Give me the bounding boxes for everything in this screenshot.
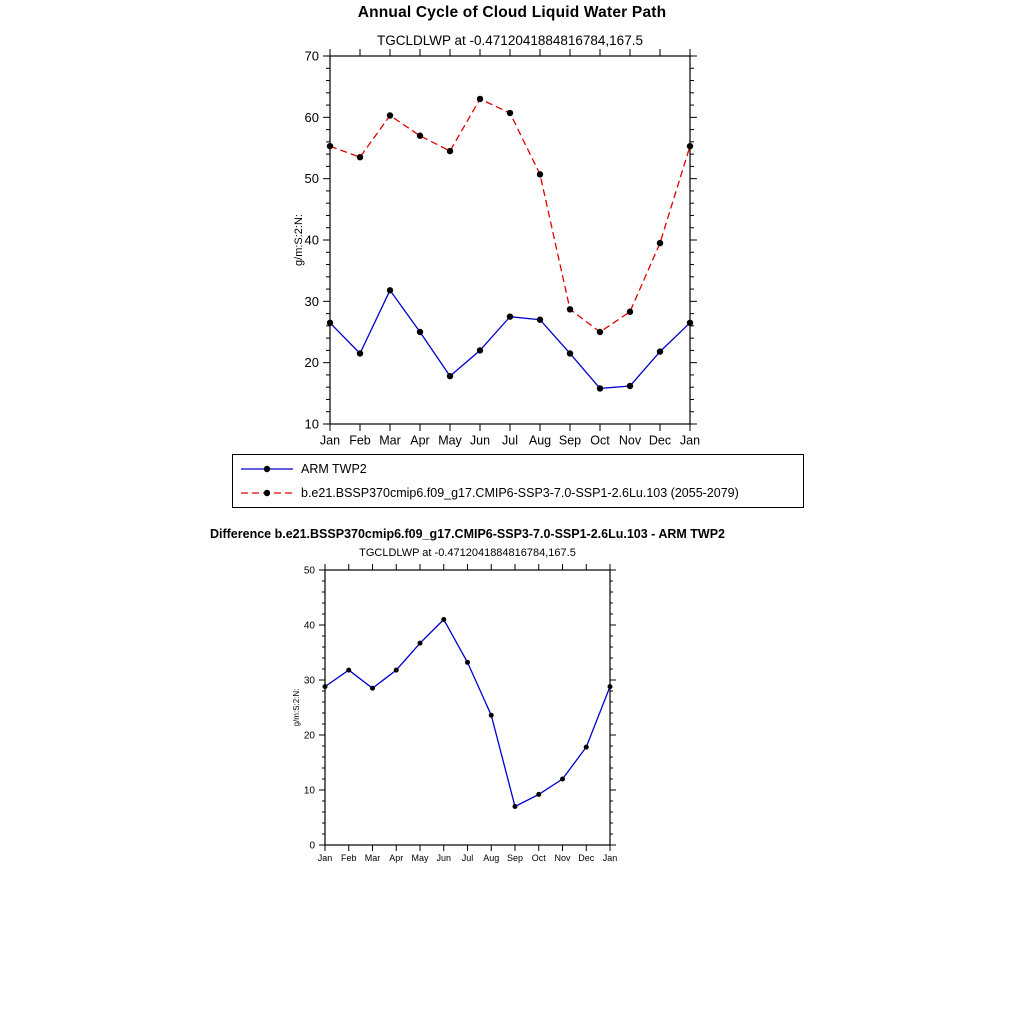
svg-text:Aug: Aug (528, 433, 552, 448)
svg-text:20: 20 (304, 355, 319, 371)
svg-text:10: 10 (303, 785, 315, 797)
svg-text:50: 50 (304, 171, 319, 187)
svg-text:Oct: Oct (590, 433, 610, 448)
svg-text:Jun: Jun (469, 433, 491, 448)
svg-text:40: 40 (303, 620, 315, 632)
legend-label-arm-twp2: ARM TWP2 (301, 462, 367, 476)
annual-cycle-line-chart (290, 48, 720, 460)
svg-text:0: 0 (309, 840, 315, 852)
svg-text:Dec: Dec (648, 433, 672, 448)
legend-solid-line-icon (239, 462, 297, 476)
legend-dashed-line-icon (239, 486, 297, 500)
svg-text:10: 10 (304, 416, 319, 432)
svg-text:Apr: Apr (389, 853, 404, 863)
svg-text:May: May (411, 853, 429, 863)
legend-item-arm-twp2 (239, 457, 797, 481)
legend-item-model-run (239, 481, 797, 505)
svg-text:40: 40 (304, 232, 319, 248)
svg-text:Jan: Jan (602, 853, 618, 863)
svg-text:30: 30 (304, 293, 319, 309)
difference-line-chart (285, 562, 635, 868)
svg-text:Jul: Jul (502, 433, 518, 448)
svg-text:Feb: Feb (340, 853, 357, 863)
svg-text:70: 70 (304, 48, 319, 64)
top-chart-subtitle: TGCLDLWP at -0.4712041884816784,167.5 (377, 33, 643, 48)
svg-text:g/m:S:2:N:: g/m:S:2:N: (293, 214, 305, 266)
svg-text:Sep: Sep (506, 853, 524, 863)
legend-box (232, 454, 804, 508)
svg-text:Sep: Sep (558, 433, 582, 448)
difference-chart-title: Difference b.e21.BSSP370cmip6.f09_g17.CMIP6-SSP3-7.0-SSP1-2.6Lu.103 - ARM TWP2 (209, 527, 725, 541)
svg-text:Jan: Jan (317, 853, 333, 863)
svg-text:50: 50 (303, 565, 315, 577)
svg-text:Dec: Dec (578, 853, 595, 863)
svg-text:Feb: Feb (349, 433, 371, 448)
legend-label-model-run: b.e21.BSSP370cmip6.f09_g17.CMIP6-SSP3-7.0-SSP1-2.6Lu.103 (2055-2079) (301, 486, 739, 500)
svg-text:May: May (438, 433, 462, 448)
svg-text:Oct: Oct (531, 853, 546, 863)
svg-text:60: 60 (304, 109, 319, 125)
svg-text:g/m:S:2:N:: g/m:S:2:N: (292, 688, 301, 727)
svg-text:Nov: Nov (618, 433, 642, 448)
svg-text:Jan: Jan (319, 433, 341, 448)
svg-text:30: 30 (303, 675, 315, 687)
svg-text:Jul: Jul (461, 853, 474, 863)
svg-text:20: 20 (303, 730, 315, 742)
svg-text:Aug: Aug (483, 853, 500, 863)
top-chart-title: Annual Cycle of Cloud Liquid Water Path (357, 4, 667, 21)
svg-text:Apr: Apr (410, 433, 430, 448)
svg-text:Mar: Mar (379, 433, 401, 448)
svg-text:Mar: Mar (364, 853, 381, 863)
svg-text:Jan: Jan (679, 433, 701, 448)
svg-text:Nov: Nov (554, 853, 571, 863)
svg-text:Jun: Jun (436, 853, 452, 863)
difference-chart-subtitle: TGCLDLWP at -0.4712041884816784,167.5 (359, 547, 576, 559)
